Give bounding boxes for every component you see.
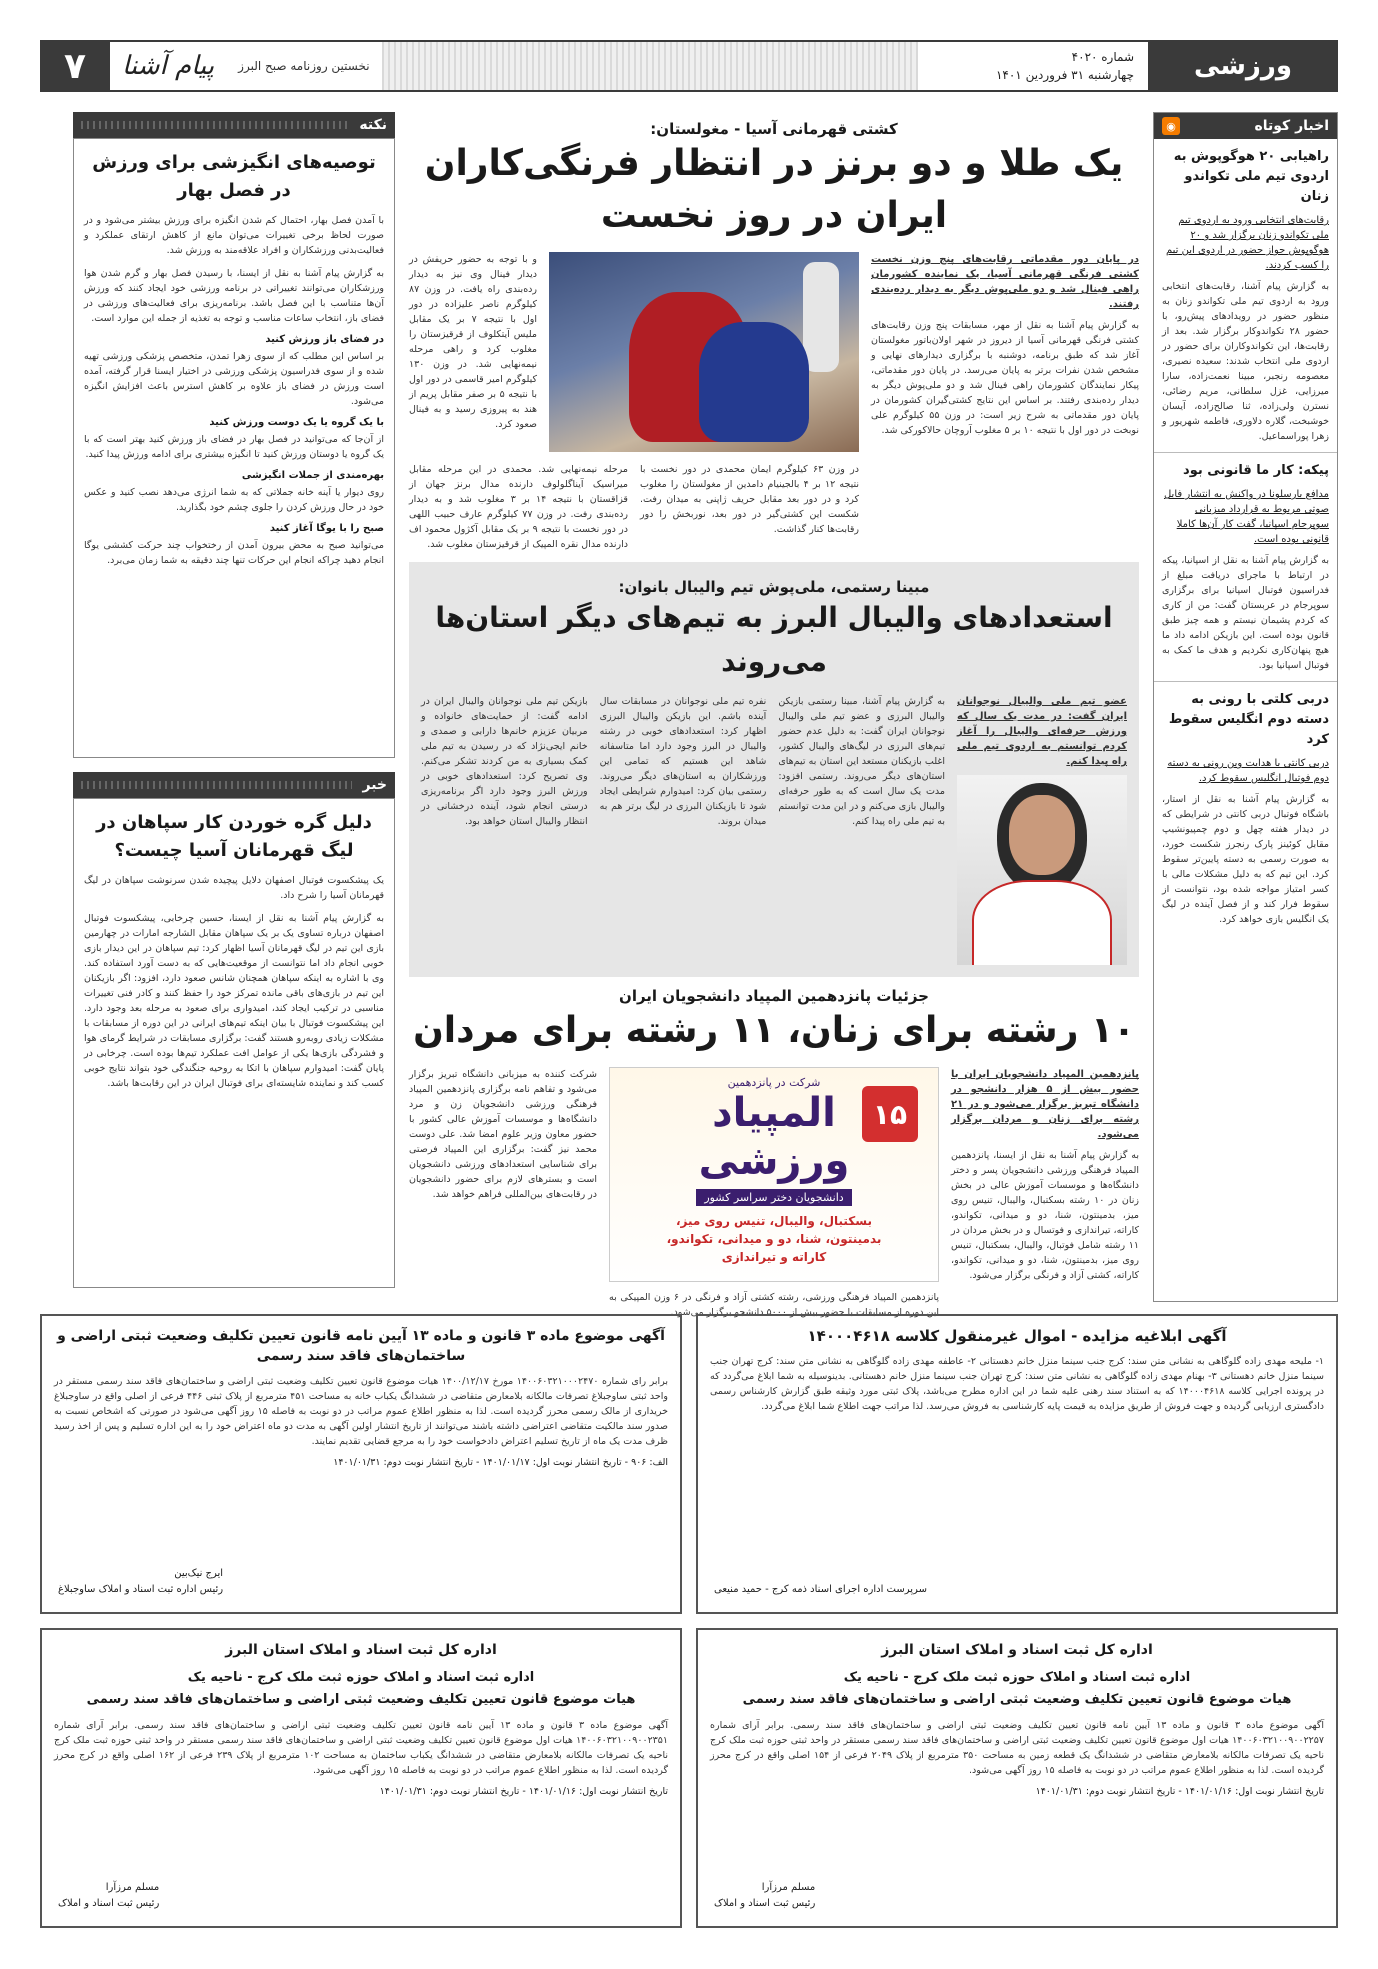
ad-title: اداره کل ثبت اسناد و املاک استان البرز xyxy=(225,1642,497,1658)
khabar-body: به گزارش پیام آشنا به نقل از ایسنا، حسین چرخابی، پیشکسوت فوتبال اصفهان درباره تساوی یک بر یک سپاهان مقابل الشارجه امارات در چهارمین بازی این تیم در لیگ قهرمانان آسیا اظهار کرد: تیم سپاهان در این دیدار بازی خوبی انجام داد اما نتوانست از موقعیت‌هایی که به دست آورد استفاده کند. وی با اشاره به اینکه سپاهان همچنان شانس صعود دارد، افزود: اگر بازیکنان این تیم در بازی‌های باقی مانده تمرکز خود را حفظ کنند و کادر فنی تغییرات مناسبی در ترکیب ایجاد کند، امیدواری برای صعود به مرحله بعد وجود دارد. این پیشکسوت فوتبال با بیان اینکه تیم‌های ایرانی در این دوره از مسابقات با مشکلات زیادی روبه‌رو هستند گفت: برگزاری مسابقات در شرایط گرمای هوا و فشردگی بازی‌ها یکی از عوامل افت عملکرد تیم‌ها بوده است. چرخابی در پایان گفت: امیدوارم سپاهان با اتکا به روحیه جنگندگی خود بتواند نتایج خوبی کسب کند و نماینده شایسته‌ای برای فوتبال ایران در این رقابت‌ها باشد. xyxy=(84,913,384,1089)
brief-title: دربی کلتی با رونی به دسته دوم انگلیس سقوط کرد xyxy=(1168,692,1329,747)
top-section xyxy=(40,112,1338,1318)
nokte-body: به گزارش پیام آشنا به نقل از ایسنا، با رسیدن فصل بهار و گرم شدن هوا ورزشکاران می‌توانند تغییراتی در برنامه ورزشی خود ایجاد کنند که ورزش آن‌ها متناسب با این فصل باشد. برنامه‌ریزی برای فعالیت‌های ورزشی در فضای باز، انتخاب ساعات مناسب و توجه به تغذیه از جمله این موارد است. xyxy=(84,268,384,324)
ad-title: آگهی موضوع ماده ۳ قانون و ماده ۱۳ آیین نامه قانون تعیین تکلیف وضعیت ثبتی اراضی و ساختمان‌های فاقد سند رسمی xyxy=(57,1328,665,1364)
ad-signature xyxy=(714,1880,815,1912)
ad-signature xyxy=(58,1880,159,1912)
ad-body: برابر رای شماره ۱۴۰۰۶۰۳۲۱۰۰۰۲۴۷۰ مورخ ۱۴۰۰/۱۲/۱۷ هیات موضوع قانون تعیین تکلیف وضعیت ثبتی اراضی و ساختمان‌های فاقد سند رسمی مستقر در واحد ثبتی ساوجبلاغ تصرفات مالکانه بلامعارض متقاضی در ششدانگ یکباب خانه به مساحت ۴۵۱ مترمربع از پلاک ثبتی ۴۴۶ فرعی از اصلی واقع در ساوجبلاغ خریداری از مالک رسمی محرز گردیده است. لذا به منظور اطلاع عموم مراتب در دو نوبت به فاصله ۱۵ روز آگهی می‌شود در صورتی که اشخاص نسبت به صدور سند مالکیت متقاضی اعتراضی داشته باشند می‌توانند از تاریخ انتشار اولین آگهی به مدت دو ماه اعتراض خود را به این اداره تسلیم و پس از اخذ رسید ظرف مدت یک ماه از تاریخ تسلیم اعتراض دادخواست خود را به مرجع قضایی تقدیم نمایند. xyxy=(54,1376,669,1447)
article-kicker: مبینا رستمی، ملی‌پوش تیم والیبال بانوان: xyxy=(618,578,930,596)
text-row xyxy=(409,462,859,552)
tagline: نخستین روزنامه صبح البرز xyxy=(238,59,370,73)
header-pattern xyxy=(81,121,349,129)
ad-signer-role: رئیس اداره ثبت اسناد و املاک ساوجبلاغ xyxy=(58,1584,224,1595)
article-headline: استعدادهای والیبال البرز به تیم‌های دیگر استان‌ها می‌روند xyxy=(435,601,1113,678)
ad-title: آگهی ابلاغیه مزایده - اموال غیرمنقول کلاسه ۱۴۰۰۰۴۶۱۸ xyxy=(807,1327,1227,1345)
registry-ad xyxy=(696,1628,1338,1928)
article-text: نفره تیم ملی نوجوانان در مسابقات سال آینده باشم. این بازیکن والیبال البرزی اظهار کرد: استعدادهای خوبی در رشته والیبال در البرز وجود دارد اما متاسفانه شاهد این هستیم که تمامی این ورزشکاران به استان‌های دیگر می‌روند. رستمی بیان کرد: امیدوارم شرایطی ایجاد شود تا بازیکنان البرزی در لیگ برتر هم به میدان بروند. xyxy=(599,696,767,827)
briefs-header xyxy=(1154,113,1337,139)
main-column xyxy=(409,112,1139,1318)
khabar-intro: یک پیشکسوت فوتبال اصفهان دلایل پیچیده شدن سرنوشت سپاهان در لیگ قهرمانان آسیا را شرح داد. xyxy=(84,875,384,901)
article-text: و با توجه به حضور حریفش در دیدار فینال وی نیز به دیدار رده‌بندی راه یافت. در وزن ۸۷ کیلوگرم ناصر علیزاده در دور اول با نتیجه ۷ بر یک مقابل ملیس آیتکلوف از قرقیزستان را مغلوب کرد و راهی مرحله نیمه‌نهایی شد. در وزن ۱۳۰ کیلوگرم امیر قاسمی در دور اول با نتیجه ۵ بر صفر مقابل پریم از هند به پیروزی رسید و به فینال صعود کرد. xyxy=(409,254,537,430)
text-column xyxy=(871,252,1139,552)
briefs-column xyxy=(1153,112,1338,1302)
ad-dates: تاریخ انتشار نوبت اول: ۱۴۰۱/۰۱/۱۶ - تاریخ انتشار نوبت دوم: ۱۴۰۱/۰۱/۳۱ xyxy=(379,1786,668,1797)
nokte-paragraph: از آن‌جا که می‌توانید در فصل بهار در فضای باز ورزش کنید بهتر است که با یک گروه یا دوستان ورزش کنید تا انگیزه بیشتری برای ادامه ورزش پیدا کنید. xyxy=(84,434,384,460)
ad-body: آگهی موضوع ماده ۳ قانون و ماده ۱۳ آیین نامه قانون تعیین تکلیف وضعیت ثبتی اراضی و ساختمان‌های فاقد سند رسمی. برابر آرای شماره ۱۴۰۰۶۰۳۲۱۰۰۹۰۰۲۳۵۱ هیات اول موضوع قانون تعیین تکلیف وضعیت ثبتی اراضی و ساختمان‌های فاقد سند رسمی مستقر در واحد ثبتی حوزه ثبت ملک کرج ناحیه یک تصرفات مالکانه بلامعارض متقاضی در ششدانگ یکباب ساختمان به مساحت ۱۰۲ مترمربع از پلاک ۲۳۹ فرعی از ۱۶۲ اصلی واقع در کرج محرز گردیده است. لذا به منظور اطلاع عموم مراتب در دو نوبت به فاصله ۱۵ روز آگهی می‌شود. xyxy=(54,1720,668,1776)
ad-subtitle: هیات موضوع قانون تعیین تکلیف وضعیت ثبتی اراضی و ساختمان‌های فاقد سند رسمی xyxy=(742,1692,1292,1707)
article-headline: یک طلا و دو برنز در انتظار فرنگی‌کاران ایران در روز نخست xyxy=(424,143,1124,236)
ad-title: اداره کل ثبت اسناد و املاک استان البرز xyxy=(881,1642,1153,1658)
brief-item xyxy=(1154,682,1337,935)
article-body xyxy=(409,1067,1139,1320)
issue-number: شماره ۴۰۲۰ xyxy=(1071,50,1134,64)
brief-body: به گزارش پیام آشنا به نقل از استار، باشگاه فوتبال دربی کانتی در شرایطی که در دیدار هفته چهل و دوم چمپیونشیپ مقابل کوئینز پارک رنجرز شکست خورد، به صورت رسمی به دسته پایین‌تر سقوط کرد. این تیم که به دلیل مشکلات مالی با کسر امتیاز مواجه شده بود، نتوانست از سقوط فرار کند و از فصل آینده در لیگ یک انگلیس بازی خواهد کرد. xyxy=(1162,794,1329,925)
wrestling-article xyxy=(409,120,1139,552)
poster-sports xyxy=(610,1212,938,1266)
olympiad-article xyxy=(409,987,1139,1320)
registry-ad xyxy=(40,1628,682,1928)
khabar-box xyxy=(73,798,395,1288)
article-headline: ۱۰ رشته برای زنان، ۱۱ رشته برای مردان xyxy=(413,1010,1135,1051)
khabar-header xyxy=(73,772,395,798)
nokte-paragraph: روی دیوار یا آینه خانه جملاتی که به شما انرژی می‌دهد نصب کنید و عکس خود در حال ورزش کردن را جلوی چشم خود بگذارید. xyxy=(84,487,384,513)
side-column xyxy=(73,112,395,1302)
ad-body: آگهی موضوع ماده ۳ قانون و ماده ۱۳ آیین نامه قانون تعیین تکلیف وضعیت ثبتی اراضی و ساختمان‌های فاقد سند رسمی. برابر آرای شماره ۱۴۰۰۶۰۳۲۱۰۰۹۰۰۲۲۵۷ هیات اول موضوع قانون تعیین تکلیف وضعیت ثبتی اراضی و ساختمان‌های فاقد سند رسمی مستقر در واحد ثبتی حوزه ثبت ملک کرج ناحیه یک تصرفات مالکانه بلامعارض متقاضی در ششدانگ یک قطعه زمین به مساحت ۳۵۰ مترمربع از پلاک ۲۰۴۹ فرعی از ۱۵۴ اصلی واقع در کرج محرز گردیده است. لذا به منظور اطلاع عموم مراتب در دو نوبت به فاصله ۱۵ روز آگهی می‌شود. xyxy=(710,1720,1324,1776)
khabar-title: دلیل گره خوردن کار سپاهان در لیگ قهرمانان آسیا چیست؟ xyxy=(96,812,372,861)
ads-section xyxy=(40,1314,1338,1928)
article-kicker: جزئیات پانزدهمین المپیاد دانشجویان ایران xyxy=(619,987,929,1005)
section-title: ورزشی xyxy=(1148,42,1338,90)
nokte-paragraph: بر اساس این مطلب که از سوی زهرا تمدن، متخصص پزشکی ورزشی تهیه شده و از سوی فدراسیون پزشکی ورزشی در اختیار ایسنا قرار گرفته، آمده است ورزش در فضای باز علاوه بر کاهش استرس باعث افزایش انگیزه می‌شود. xyxy=(84,351,384,407)
ad-body: ۱- ملیحه مهدی زاده گلوگاهی به نشانی متن سند: کرج جنب سینما منزل خانم دهستانی ۲- عاطفه مهدی زاده گلوگاهی به نشانی متن سند: کرج تهران جنب سینما منزل خانم دهستانی ۳- بهنام مهدی زاده گلوگاهی به نشانی متن سند: کرج تهران جنب سینما منزل خانم دهستانی. بدینوسیله به شما ابلاغ می‌گردد که در پرونده اجرایی کلاسه ۱۴۰۰۰۴۶۱۸ که به استناد سند رهنی علیه شما در این اداره مطرح می‌باشد، پلاک ثبتی مورد وثیقه طبق گزارش کارشناس رسمی دادگستری ارزیابی گردیده و جهت فروش از طریق مزایده به قیمت پایه کارشناسی به فروش می‌رسد. لذا مراتب جهت اطلاع شما ابلاغ می‌گردد. xyxy=(710,1356,1324,1412)
poster-title: المپیاد xyxy=(712,1090,836,1136)
ad-subtitle: هیات موضوع قانون تعیین تکلیف وضعیت ثبتی اراضی و ساختمان‌های فاقد سند رسمی xyxy=(86,1692,636,1707)
page-number: ۷ xyxy=(40,42,110,90)
nokte-subheading: در فضای باز ورزش کنید xyxy=(265,334,384,345)
olympiad-poster xyxy=(609,1067,939,1282)
brief-lead: رقابت‌های انتخابی ورود به اردوی تیم ملی تکواندو زنان برگزار شد و ۲۰ هوگوپوش جواز حضور در اردوی این تیم را کسب کردند. xyxy=(1165,215,1329,271)
header-pattern xyxy=(81,781,352,789)
brief-lead: مدافع بارسلونا در واکنش به انتشار فایل صوتی مربوط به قرارداد میزبانی سوپرجام اسپانیا، گفت کار آن‌ها کاملا قانونی بوده است. xyxy=(1163,489,1329,545)
player-portrait-photo xyxy=(957,775,1127,965)
ad-signer-name: ایرج نیک‌بین xyxy=(174,1568,224,1579)
briefs-title: اخبار کوتاه xyxy=(1254,118,1329,134)
nokte-paragraph: می‌توانید صبح به محض بیرون آمدن از رختخواب چند حرکت کششی یوگا انجام دهید چراکه انجام این حرکات تنها چند دقیقه به شما زمان می‌برد. xyxy=(84,540,384,566)
poster-sports-line: کاراته و تیراندازی xyxy=(721,1250,827,1264)
article-body xyxy=(421,694,1127,965)
masthead-pattern xyxy=(382,42,918,90)
newspaper-logo: پیام آشنا xyxy=(122,51,215,81)
article-text: به گزارش پیام آشنا، مبینا رستمی بازیکن والیبال البرزی و عضو تیم ملی والیبال نوجوانان ایران گفت: به دلیل عدم حضور تیم‌های البرزی در لیگ‌های والیبال کشور، اغلب بازیکنان مستعد این استان به تیم‌های استان‌های دیگر می‌روند. رستمی افزود: مدت یک سال است که به طور حرفه‌ای والیبال بازی می‌کنم و در این مدت توانستم به تیم ملی راه پیدا کنم. xyxy=(778,696,945,827)
article-text: در وزن ۶۳ کیلوگرم ایمان محمدی در دور نخست با نتیجه ۱۲ بر ۴ بالجینیام دامدین از مغولستان را مغلوب کرد و در دور بعد مقابل حریف ژاپنی به میدان رفت. شکست این کشتی‌گیر در دور بعد، نوربخش را دور رقابت‌ها کنار گذاشت. xyxy=(640,464,860,535)
auction-ad xyxy=(696,1314,1338,1614)
brief-title: پیکه: کار ما قانونی بود xyxy=(1183,463,1329,478)
referee-figure xyxy=(803,262,839,372)
ad-signer: سرپرست اداره اجرای اسناد ذمه کرج - حمید منیعی xyxy=(714,1584,927,1595)
masthead xyxy=(40,40,1338,92)
brief-item xyxy=(1154,139,1337,453)
nokte-title: توصیه‌های انگیزشی برای ورزش در فصل بهار xyxy=(92,152,376,201)
khabar-label: خبر xyxy=(362,777,387,793)
brief-item xyxy=(1154,453,1337,682)
poster-sports-line: بسکتبال، والیبال، تنیس روی میز، xyxy=(675,1214,872,1228)
nokte-label: نکته xyxy=(359,117,387,133)
nokte-intro: با آمدن فصل بهار، احتمال کم شدن انگیزه برای ورزش بیشتر می‌شود و در صورت لحاظ برخی تغییرات می‌توان مانع از کاهش ارتقای عملکرد و فعالیت‌بدنی ورزشکاران و افراد علاقه‌مند به ورزش شد. xyxy=(84,215,384,256)
brief-body: به گزارش پیام آشنا، رقابت‌های انتخابی ورود به اردوی تیم ملی تکواندو زنان به منظور حضور در رویدادهای پیش‌رو، با حضور ۲۸ تکواندوکار برگزار شد. بعد از رقابت‌ها، این تکواندوکاران برای حضور در اردوی ملی انتخاب شدند: سعیده نصیری، معصومه رنجبر، مبینا نعمت‌زاده، سارا میرزایی، غزل سلطانی، مریم رضائی، نسترن ولی‌زاده، ثنا صالح‌زاده، آیسان خوشبخت، گلاره دلاوری، فاطمه شهریور و زهرا پوراسماعیل. xyxy=(1162,281,1329,442)
article-text: به گزارش پیام آشنا به نقل از ایسنا، پانزدهمین المپیاد فرهنگی ورزشی دانشجویان پسر و دختر دانشگاه‌ها و موسسات آموزش عالی در بخش زنان در ۱۰ رشته بسکتبال، والیبال، تنیس روی میز، بدمینتون، شنا، دو و میدانی، تکواندو، کاراته، تیراندازی و فوتسال و در بخش مردان در ۱۱ رشته شامل فوتبال، والیبال، بسکتبال، تنیس روی میز، بدمینتون، شنا، دو و میدانی، تکواندو، کاراته، کشتی آزاد و فرنگی برگزار می‌شود. xyxy=(951,1150,1139,1281)
photo-group xyxy=(957,694,1127,965)
nokte-subheading: با یک گروه یا یک دوست ورزش کنید xyxy=(209,417,384,428)
ad-subtitle: اداره ثبت اسناد و املاک حوزه ثبت ملک کرج - ناحیه یک xyxy=(187,1670,535,1685)
issue-date: چهارشنبه ۳۱ فروردین ۱۴۰۱ xyxy=(995,68,1134,82)
issue-meta xyxy=(918,42,1148,90)
article-text: بازیکن تیم ملی نوجوانان والیبال ایران در ادامه گفت: از حمایت‌های خانواده و مربیان عزیزم خانم‌ها دارابی و صمدی و خانم ایجی‌نژاد که در رسیدن به تیم ملی کمک بسیاری به من کردند تشکر می‌کنم. وی تصریح کرد: استعدادهای خوبی در ورزش البرز وجود دارد اگر برنامه‌ریزی درستی انجام شود، آینده درخشانی در انتظار والیبال استان خواهد بود. xyxy=(420,696,588,827)
nokte-header xyxy=(73,112,395,138)
poster-number: ۱۵ xyxy=(862,1086,918,1142)
ad-dates: الف: ۹۰۶ - تاریخ انتشار نوبت اول: ۱۴۰۱/۰۱/۱۷ - تاریخ انتشار نوبت دوم: ۱۴۰۱/۰۱/۳۱ xyxy=(333,1457,668,1468)
registry-ad xyxy=(40,1314,682,1614)
article-body xyxy=(409,252,1139,552)
brief-lead: دربی کانتی با هدایت وین رونی به دسته دوم فوتبال انگلیس سقوط کرد. xyxy=(1167,758,1329,784)
poster-sports-line: بدمینتون، شنا، دو و میدانی، تکواندو، xyxy=(666,1232,882,1246)
volleyball-article xyxy=(409,562,1139,977)
article-text: به گزارش پیام آشنا به نقل از مهر، مسابقات پنج وزن رقابت‌های کشتی فرنگی قهرمانی آسیا از دیروز در شهر اولان‌باتور مغولستان آغاز شد که طبق برنامه، دوشنبه با برگزاری دیدارهای نهایی و مشخص شدن نفرات برتر به پایان می‌رسد. در پایان دور مقدماتی، پیکار نمایندگان کشورمان راهی فینال شد و دو ملی‌پوش دیگر به دیدار رده‌بندی رفتند. بر اساس این نتایج کشتی‌گیران کشورمان در پایان دور مقدماتی به شرح زیر است: در وزن ۵۵ کیلوگرم علی نوبخت در دور اول با نتیجه ۱۰ بر ۵ مغلوب آروچان حالاکورکی شد. xyxy=(871,320,1139,436)
poster-group xyxy=(609,1067,939,1320)
article-text: پانزدهمین المپیاد فرهنگی ورزشی، رشته کشتی آزاد و فرنگی در ۶ وزن المپیکی به این دوره از مسابقات با حضور بیش از ۵۰۰۰ دانشجو برگزار می‌شود. xyxy=(609,1292,939,1318)
ad-signature xyxy=(58,1566,223,1598)
poster-title: ورزشی xyxy=(698,1138,850,1184)
photo-row xyxy=(409,252,859,452)
poster-subtitle: دانشجویان دختر سراسر کشور xyxy=(696,1189,851,1206)
ad-signer-role: رئیس ثبت اسناد و املاک xyxy=(714,1898,816,1909)
wrestling-photo xyxy=(549,252,859,452)
article-kicker: کشتی قهرمانی آسیا - مغولستان: xyxy=(650,120,898,138)
ad-signer-name: مسلم مرزآرا xyxy=(761,1882,816,1893)
nokte-subheading: بهره‌مندی از جملات انگیزشی xyxy=(241,470,384,481)
rss-icon: ◉ xyxy=(1162,117,1180,135)
wrestler-blue-figure xyxy=(699,322,809,442)
brief-title: راهیابی ۲۰ هوگوپوش به اردوی تیم ملی تکواندو زنان xyxy=(1173,149,1329,204)
article-lead: عضو تیم ملی والیبال نوجوانان ایران گفت: در مدت یک سال که ورزش حرفه‌ای والیبال را آغاز کردم توانستم به اردوی تیم ملی راه پیدا کنم. xyxy=(957,696,1127,767)
ad-signer-role: رئیس ثبت اسناد و املاک xyxy=(58,1898,160,1909)
ad-dates: تاریخ انتشار نوبت اول: ۱۴۰۱/۰۱/۱۶ - تاریخ انتشار نوبت دوم: ۱۴۰۱/۰۱/۳۱ xyxy=(1035,1786,1324,1797)
article-lead: در پایان دور مقدماتی رقابت‌های پنج وزن نخست کشتی فرنگی قهرمانی آسیا، یک نماینده کشورمان راهی فینال شد و دو ملی‌پوش دیگر به دیدار رده‌بندی رفتند. xyxy=(871,254,1139,310)
ad-signer-name: مسلم مرزآرا xyxy=(105,1882,160,1893)
photo-text-group xyxy=(409,252,859,552)
article-text: شرکت کننده به میزبانی دانشگاه تبریز برگزار می‌شود و تفاهم نامه برگزاری پانزدهمین المپیاد فرهنگی ورزشی دانشجویان زن و مرد دانشگاه‌ها و موسسات آموزش عالی کشور با حضور معاون وزیر علوم امضا شد. علی دوست محمد نیز گفت: برگزاری این المپیاد فرصتی برای شناسایی استعدادهای ورزشی دانشجویان است و بسترهای لازم برای حضور دانشجویان در رقابت‌های بین‌المللی فراهم خواهد شد. xyxy=(409,1069,597,1200)
jersey-shape xyxy=(972,880,1112,965)
nokte-box xyxy=(73,138,395,758)
article-lead: پانزدهمین المپیاد دانشجویان ایران با حضور بیش از ۵ هزار دانشجو در دانشگاه تبریز برگزار می‌شود و در ۲۱ رشته برای زنان و مردان برگزار می‌شود. xyxy=(951,1069,1139,1140)
brief-body: به گزارش پیام آشنا به نقل از اسپانیا، پیکه در ارتباط با ماجرای دریافت مبلغ از فدراسیون فوتبال اسپانیا برای برگزاری سوپرجام در عربستان گفت: من از کاری که کردم پشیمان نیستم و همه چیز طبق قانون بوده است. این بازیکن ادامه داد ما هیچ پنهان‌کاری نکردیم و هدف ما کمک به فوتبال اسپانیا بود. xyxy=(1162,555,1329,671)
ad-subtitle: اداره ثبت اسناد و املاک حوزه ثبت ملک کرج - ناحیه یک xyxy=(843,1670,1191,1685)
nokte-subheading: صبح را با یوگا آغاز کنید xyxy=(269,523,384,534)
face-shape xyxy=(1009,795,1075,875)
article-text: مرحله نیمه‌نهایی شد. محمدی در این مرحله مقابل میراسیک آیناگلولوف دارنده مدال برنز جهان از قزاقستان با نتیجه ۱۴ بر ۳ مغلوب شد و به دیدار رده‌بندی رفت. در وزن ۷۷ کیلوگرم عارف حبیب اللهی در دور نخست با نتیجه ۹ بر یک مقابل آکژول محمود اف دارنده مدال نقره المپیک از قرقیزستان مغلوب شد. xyxy=(409,464,629,550)
text-column xyxy=(951,1067,1139,1320)
poster-top-text: شرکت در پانزدهمین xyxy=(727,1076,821,1089)
